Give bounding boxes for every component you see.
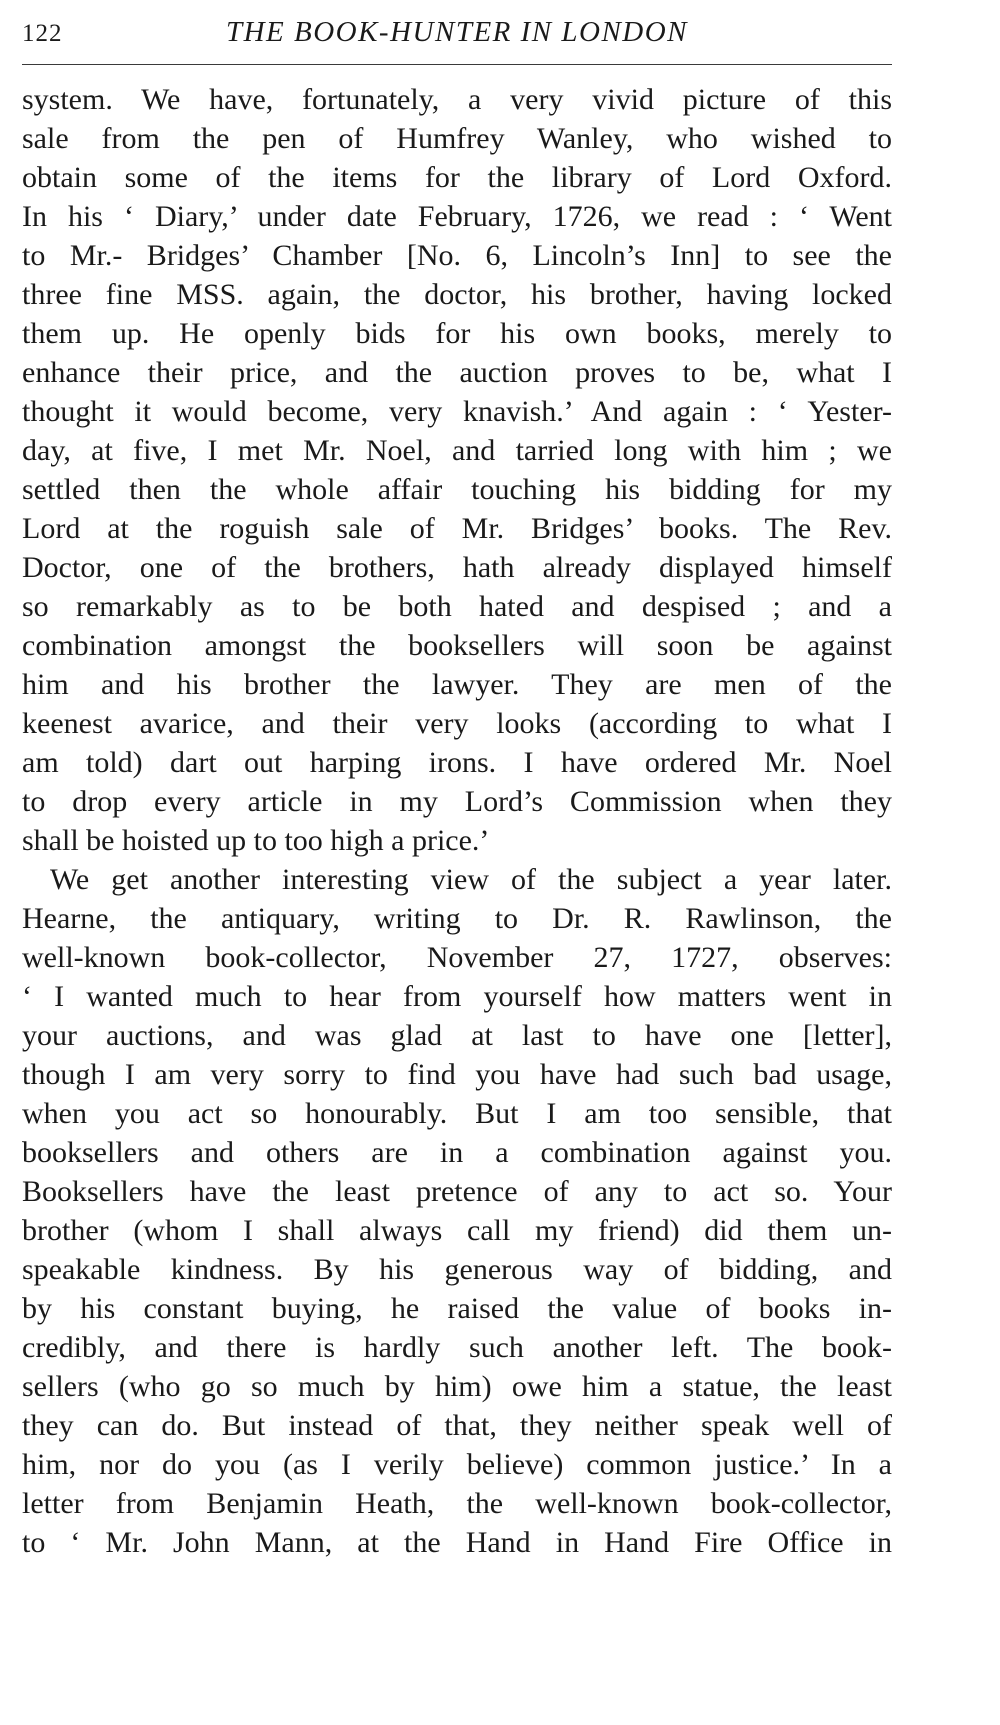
text-line: sellers (who go so much by him) owe him a statue, the least: [22, 1370, 892, 1403]
text-line: ‘ I wanted much to hear from yourself how matters went in: [22, 980, 892, 1013]
text-line: to ‘ Mr. John Mann, at the Hand in Hand Fire Office in: [22, 1526, 892, 1559]
text-line: by his constant buying, he raised the value of books in-: [22, 1292, 892, 1325]
text-line: so remarkably as to be both hated and despised ; and a: [22, 590, 892, 623]
text-line: day, at five, I met Mr. Noel, and tarried long with him ; we: [22, 434, 892, 467]
text-line: brother (whom I shall always call my friend) did them un-: [22, 1214, 892, 1247]
text-line: him and his brother the lawyer. They are men of the: [22, 668, 892, 701]
page-number: 122: [22, 20, 63, 47]
text-line: speakable kindness. By his generous way of bidding, and: [22, 1253, 892, 1286]
text-line: Hearne, the antiquary, writing to Dr. R. Rawlinson, the: [22, 902, 892, 935]
text-line: enhance their price, and the auction proves to be, what I: [22, 356, 892, 389]
text-line: system. We have, fortunately, a very vivid picture of this: [22, 83, 892, 116]
text-line: them up. He openly bids for his own books, merely to: [22, 317, 892, 350]
text-line: thought it would become, very knavish.’ And again : ‘ Yester-: [22, 395, 892, 428]
text-line: obtain some of the items for the library of Lord Oxford.: [22, 161, 892, 194]
text-line: your auctions, and was glad at last to have one [letter],: [22, 1019, 892, 1052]
text-line: when you act so honourably. But I am too sensible, that: [22, 1097, 892, 1130]
text-line: sale from the pen of Humfrey Wanley, who wished to: [22, 122, 892, 155]
text-line: Booksellers have the least pretence of any to act so. Your: [22, 1175, 892, 1208]
text-line: well-known book-collector, November 27, 1727, observes:: [22, 941, 892, 974]
text-line: to Mr.- Bridges’ Chamber [No. 6, Lincoln’s Inn] to see the: [22, 239, 892, 272]
text-line: though I am very sorry to find you have had such bad usage,: [22, 1058, 892, 1091]
text-line: am told) dart out harping irons. I have ordered Mr. Noel: [22, 746, 892, 779]
page-header: [22, 16, 892, 56]
body-text: [22, 80, 892, 1562]
text-line: In his ‘ Diary,’ under date February, 1726, we read : ‘ Went: [22, 200, 892, 233]
text-line: to drop every article in my Lord’s Commission when they: [22, 785, 892, 818]
text-line: Doctor, one of the brothers, hath already displayed himself: [22, 551, 892, 584]
text-line: they can do. But instead of that, they neither speak well of: [22, 1409, 892, 1442]
text-line: Lord at the roguish sale of Mr. Bridges’ books. The Rev.: [22, 512, 892, 545]
text-line: letter from Benjamin Heath, the well-known book-collector,: [22, 1487, 892, 1520]
text-line: keenest avarice, and their very looks (according to what I: [22, 707, 892, 740]
text-line: three fine MSS. again, the doctor, his brother, having locked: [22, 278, 892, 311]
paragraph-last-line: shall be hoisted up to too high a price.’: [22, 824, 490, 857]
text-line: him, nor do you (as I verily believe) common justice.’ In a: [22, 1448, 892, 1481]
text-line: combination amongst the booksellers will soon be against: [22, 629, 892, 662]
text-line: credibly, and there is hardly such another left. The book-: [22, 1331, 892, 1364]
paragraph-first-line: We get another interesting view of the subject a year later.: [50, 863, 892, 896]
running-title: THE BOOK-HUNTER IN LONDON: [225, 16, 689, 48]
text-line: settled then the whole affair touching his bidding for my: [22, 473, 892, 506]
text-line: booksellers and others are in a combination against you.: [22, 1136, 892, 1169]
header-rule: [22, 64, 892, 65]
